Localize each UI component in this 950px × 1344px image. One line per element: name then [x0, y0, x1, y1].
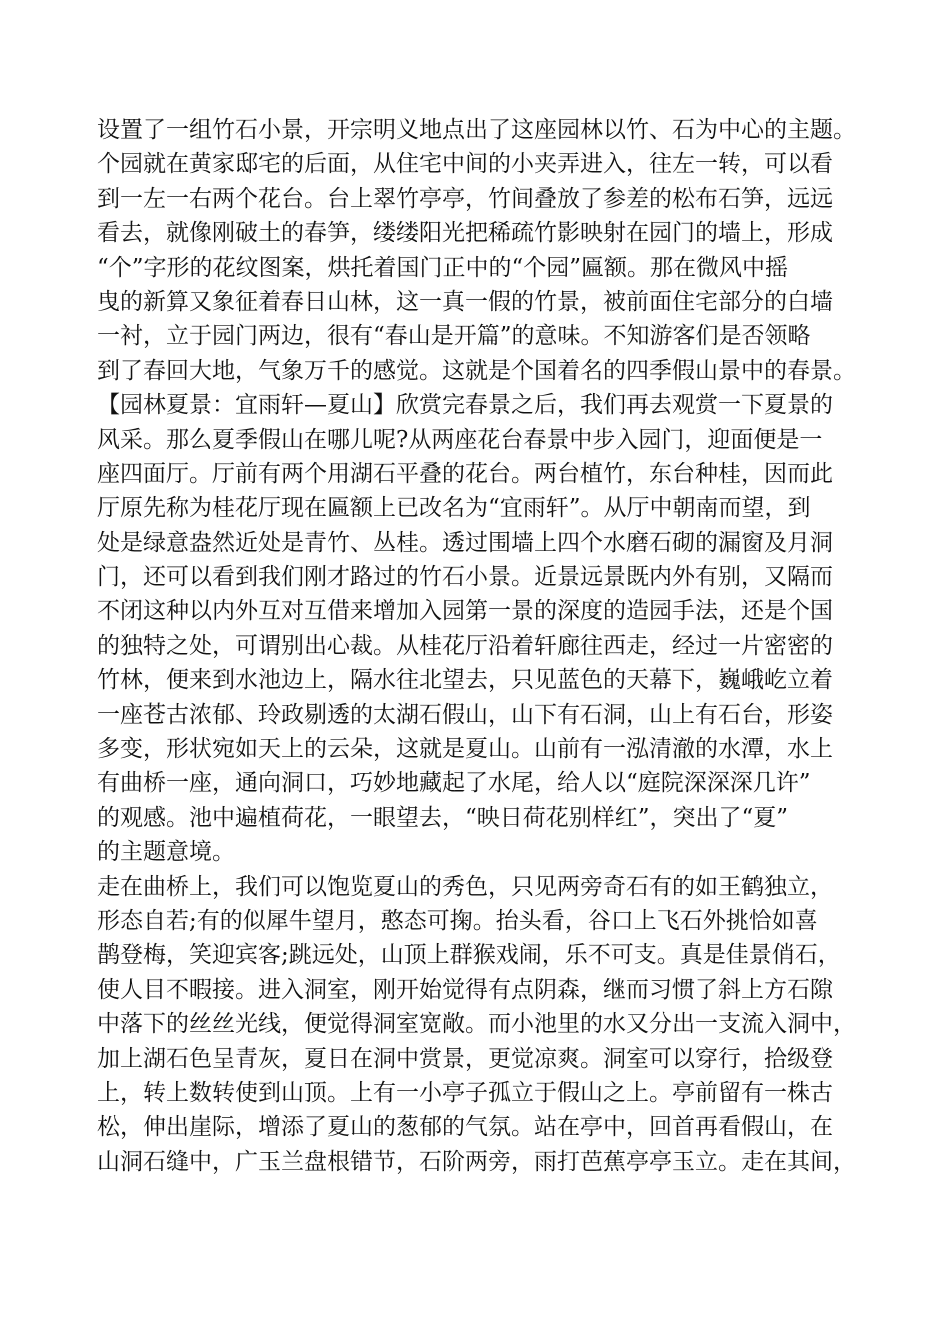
text-line: 上，转上数转使到山顶。上有一小亭子孤立于假山之上。亭前留有一株古: [97, 1079, 833, 1106]
text-line: 设置了一组竹石小景，开宗明义地点出了这座园林以竹、石为中心的主题。: [97, 117, 856, 143]
text-line: 个园就在黄家邸宅的后面，从住宅中间的小夹弄进入，往左一转，可以看: [97, 151, 833, 178]
text-line: 有曲桥一座，通向洞口，巧妙地藏起了水尾，给人以“庭院深深深几许”: [97, 770, 811, 797]
text-line: 山洞石缝中，广玉兰盘根错节，石阶两旁，雨打芭蕉亭亭玉立。走在其间，: [97, 1148, 856, 1175]
text-line: 形态自若;有的似犀牛望月，憨态可掬。抬头看，谷口上飞石外挑恰如喜: [97, 907, 818, 934]
text-line: 【园林夏景：宜雨轩—夏山】欣赏完春景之后，我们再去观赏一下夏景的: [97, 392, 833, 419]
text-line: 厅原先称为桂花厅现在匾额上已改名为“宜雨轩”。从厅中朝南而望，到: [97, 495, 811, 522]
text-line: 一座苍古浓郁、玲政剔透的太湖石假山，山下有石洞，山上有石台，形姿: [97, 701, 833, 728]
text-line: 加上湖石色呈青灰，夏日在洞中赏景，更觉凉爽。洞室可以穿行，拾级登: [97, 1045, 833, 1072]
text-line: 处是绿意盎然近处是青竹、丛桂。透过围墙上四个水磨石砌的漏窗及月洞: [97, 529, 833, 556]
text-line: 到一左一右两个花台。台上翠竹亭亭，竹间叠放了参差的松布石笋，远远: [97, 185, 833, 212]
text-line: 看去，就像刚破土的春笋，缕缕阳光把稀疏竹影映射在园门的墙上，形成: [97, 220, 833, 247]
text-line: 门，还可以看到我们刚才路过的竹石小景。近景远景既内外有别，又隔而: [97, 564, 833, 591]
text-line: 风采。那么夏季假山在哪儿呢?从两座花台春景中步入园门，迎面便是一: [97, 426, 823, 453]
text-line: “个”字形的花纹图案，烘托着国门正中的“个园”匾额。那在微风中摇: [97, 254, 789, 281]
text-line: 一衬，立于园门两边，很有“春山是开篇”的意味。不知游客们是否领略: [97, 323, 811, 350]
text-line: 松，伸出崖际，增添了夏山的葱郁的气氛。站在亭中，回首再看假山，在: [97, 1114, 833, 1141]
text-line: 的独特之处，可谓别出心裁。从桂花厅沿着轩廊往西走，经过一片密密的: [97, 632, 833, 659]
text-line: 鹊登梅，笑迎宾客;跳远处，山顶上群猴戏闹，乐不可支。真是佳景俏石，: [97, 942, 841, 969]
text-line: 到了春回大地，气象万千的感觉。这就是个国着名的四季假山景中的春景。: [97, 357, 856, 384]
text-line: 使人目不暇接。进入洞室，刚开始觉得有点阴森，继而习惯了斜上方石隙: [97, 976, 833, 1003]
text-line: 竹林，便来到水池边上，隔水往北望去，只见蓝色的天幕下，巍峨屹立着: [97, 667, 833, 694]
text-line: 的主题意境。: [97, 839, 235, 866]
body-text: [97, 113, 867, 1179]
text-line: 多变，形状宛如天上的云朵，这就是夏山。山前有一泓清澈的水潭，水上: [97, 736, 833, 763]
text-line: 座四面厅。厅前有两个用湖石平叠的花台。两台植竹，东台种桂，因而此: [97, 460, 833, 487]
text-line: 不闭这种以内外互对互借来增加入园第一景的深度的造园手法，还是个国: [97, 598, 833, 625]
text-line: 的观感。池中遍植荷花，一眼望去，“映日荷花别样红”，突出了“夏”: [97, 804, 789, 831]
text-line: 走在曲桥上，我们可以饱览夏山的秀色，只见两旁奇石有的如王鹤独立，: [97, 873, 833, 900]
text-line: 中落下的丝丝光线，便觉得洞室宽敞。而小池里的水又分出一支流入洞中，: [97, 1011, 856, 1038]
text-line: 曳的新算又象征着春日山林，这一真一假的竹景，被前面住宅部分的白墙: [97, 288, 833, 315]
